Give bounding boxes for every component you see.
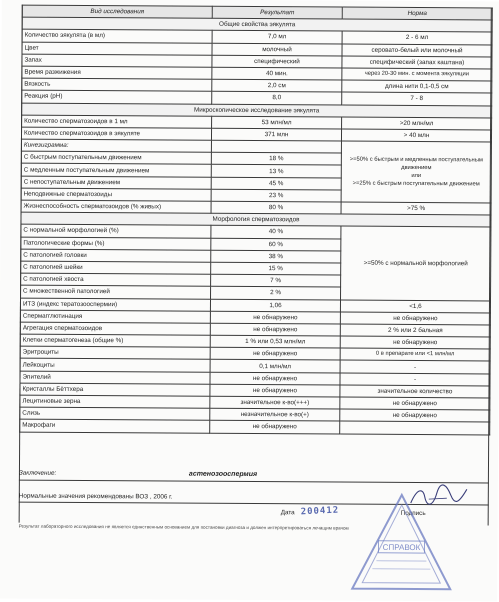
table-row (20, 419, 490, 434)
row-label: Время разжижения (22, 66, 212, 79)
row-label: Агрегация сперматозоидов (20, 322, 210, 335)
row-label: Цвет (22, 42, 212, 55)
row-norm: не обнаружено (340, 312, 490, 325)
results-table (19, 5, 493, 435)
row-value: не обнаружено (210, 372, 340, 385)
row-label: Неподвижные сперматозоиды (21, 188, 211, 201)
section-title: Микроскопическое исследование эякулята (22, 103, 492, 118)
row-label: С патологией хвоста (21, 273, 211, 286)
row-norm: >75 % (341, 202, 491, 215)
row-value: молочный (212, 43, 342, 56)
header-result: Результат (212, 6, 342, 19)
row-value: 18 % (211, 153, 341, 166)
row-label: С непоступательным движением (21, 176, 211, 189)
row-value: 1,06 (210, 299, 340, 312)
kinesigram-norm (341, 141, 491, 203)
signature-label: Подпись (401, 510, 426, 517)
row-value: 23 % (211, 189, 341, 202)
section-title: Морфология сперматозоидов (21, 212, 491, 227)
row-norm: специфический (запах каштана) (342, 56, 492, 69)
row-label: Эритроциты (20, 346, 210, 359)
row-label: Клетки сперматогенеза (общие %) (20, 334, 210, 347)
row-norm: <1,6 (340, 300, 490, 313)
kinesigram-norm-3: >=25% с быстрым поступательным движением (344, 180, 489, 189)
row-value: не обнаружено (210, 323, 340, 336)
row-norm: >20 млн/мл (342, 117, 492, 130)
kinesigram-norm-1: >=50% с быстрым и медленным поступательным движением (344, 156, 489, 173)
stamp-text: СПРАВОК (383, 543, 421, 552)
row-value: 40 мин. (212, 67, 342, 80)
row-value: специфический (212, 55, 342, 68)
row-norm: 2 % или 2 бальная (340, 324, 490, 337)
row-label: Спермагглютинация (20, 310, 210, 323)
row-value: 53 млн/мл (212, 116, 342, 129)
row-value: 1 % или 0,53 млн/мл (210, 335, 340, 348)
date-stamp: 200412 (300, 506, 339, 518)
row-value: 40 % (211, 226, 341, 239)
row-norm: через 20-30 мин. с момента эякуляции (342, 68, 492, 81)
row-label: Эпителий (20, 371, 210, 384)
row-norm: 2 - 6 мл (342, 31, 492, 44)
row-value: 45 % (211, 177, 341, 190)
row-value: не обнаружено (210, 384, 340, 397)
row-value: 8,0 (212, 92, 342, 105)
row-value: не обнаружено (210, 348, 340, 361)
section-title: Общие свойства эякулята (22, 17, 492, 32)
row-norm: значительное количество (340, 385, 490, 398)
row-label: Патологические формы (%) (21, 237, 211, 250)
row-label: С патологией головки (21, 249, 211, 262)
row-label: Лейкоциты (20, 359, 210, 372)
row-norm: не обнаружено (340, 397, 490, 410)
norm-reference: Нормальные значения рекомендованы ВОЗ , 2006 г. (19, 490, 489, 506)
date-label: Дата (281, 509, 295, 516)
row-value: 7,0 мл (212, 31, 342, 44)
row-value: 0,1 млн/мл (210, 360, 340, 373)
row-label: ИТЗ (индекс тератозооспермии) (20, 298, 210, 311)
kinesigram-title: Кинезиграмма: (21, 139, 211, 152)
row-label: Количество эякулята (в мл) (22, 29, 212, 42)
row-label: С множественной патологией (21, 285, 211, 298)
row-label: Запах (22, 54, 212, 67)
row-label: С патологией шейки (21, 261, 211, 274)
row-value: 7 % (211, 274, 341, 287)
row-value: 38 % (211, 250, 341, 263)
row-label: Реакция (pH) (22, 90, 212, 103)
header-norm: Норма (342, 7, 492, 20)
row-norm: 0 в препарате или <1 млн/мл (340, 348, 490, 361)
fine-print: Результат лабораторного исследования не является единственным основанием для постановки диагноза и должен интерпретироваться лечащим врачом (19, 524, 489, 532)
row-label: Кристаллы Бёттхера (20, 383, 210, 396)
row-value: значительное к-во(+++) (210, 396, 340, 409)
conclusion-label: Заключение: (19, 469, 169, 477)
row-label: Лецитиновые зерна (20, 395, 210, 408)
lab-stamp (346, 489, 457, 600)
row-value: не обнаружено (210, 311, 340, 324)
row-value: 2 % (211, 287, 341, 300)
row-value: 15 % (211, 262, 341, 275)
row-value: 13 % (211, 165, 341, 178)
row-label: Макрофаги (20, 419, 210, 432)
row-norm: - (340, 360, 490, 373)
row-value: 371 млн (211, 128, 341, 141)
row-norm: не обнаружено (340, 336, 490, 349)
row-label: Слизь (20, 407, 210, 420)
row-value: незначительное к-во(+) (210, 408, 340, 421)
row-label: Вязкость (22, 78, 212, 91)
row-norm: не обнаружено (340, 409, 490, 422)
row-norm: серовато-белый или молочный (342, 44, 492, 57)
row-norm: 7 - 8 (342, 92, 492, 105)
row-norm: длина нити 0,1-0,5 см (342, 80, 492, 93)
row-label: С быстрым поступательным движением (21, 151, 211, 164)
row-value: 2,0 см (212, 79, 342, 92)
row-norm: - (340, 373, 490, 386)
row-value: не обнаружено (210, 421, 340, 434)
row-norm: > 40 млн (341, 129, 491, 142)
kinesigram-norm-2: или (344, 172, 489, 181)
row-label: С медленным поступательным движением (21, 164, 211, 177)
row-label: Количество сперматозоидов в 1 мл (22, 115, 212, 128)
row-label: Количество сперматозоидов в эякуляте (21, 127, 211, 140)
row-value: 80 % (211, 201, 341, 214)
row-value: 60 % (211, 238, 341, 251)
row-label: Жизнеспособность сперматозоидов (% живых) (21, 200, 211, 213)
morph-norm: >=50% с нормальной морфологией (341, 226, 491, 300)
row-norm (340, 421, 490, 434)
conclusion-text: астенозооспермия (189, 470, 257, 477)
header-test: Вид исследования (22, 5, 212, 18)
row-label: С нормальной морфологией (%) (21, 224, 211, 237)
